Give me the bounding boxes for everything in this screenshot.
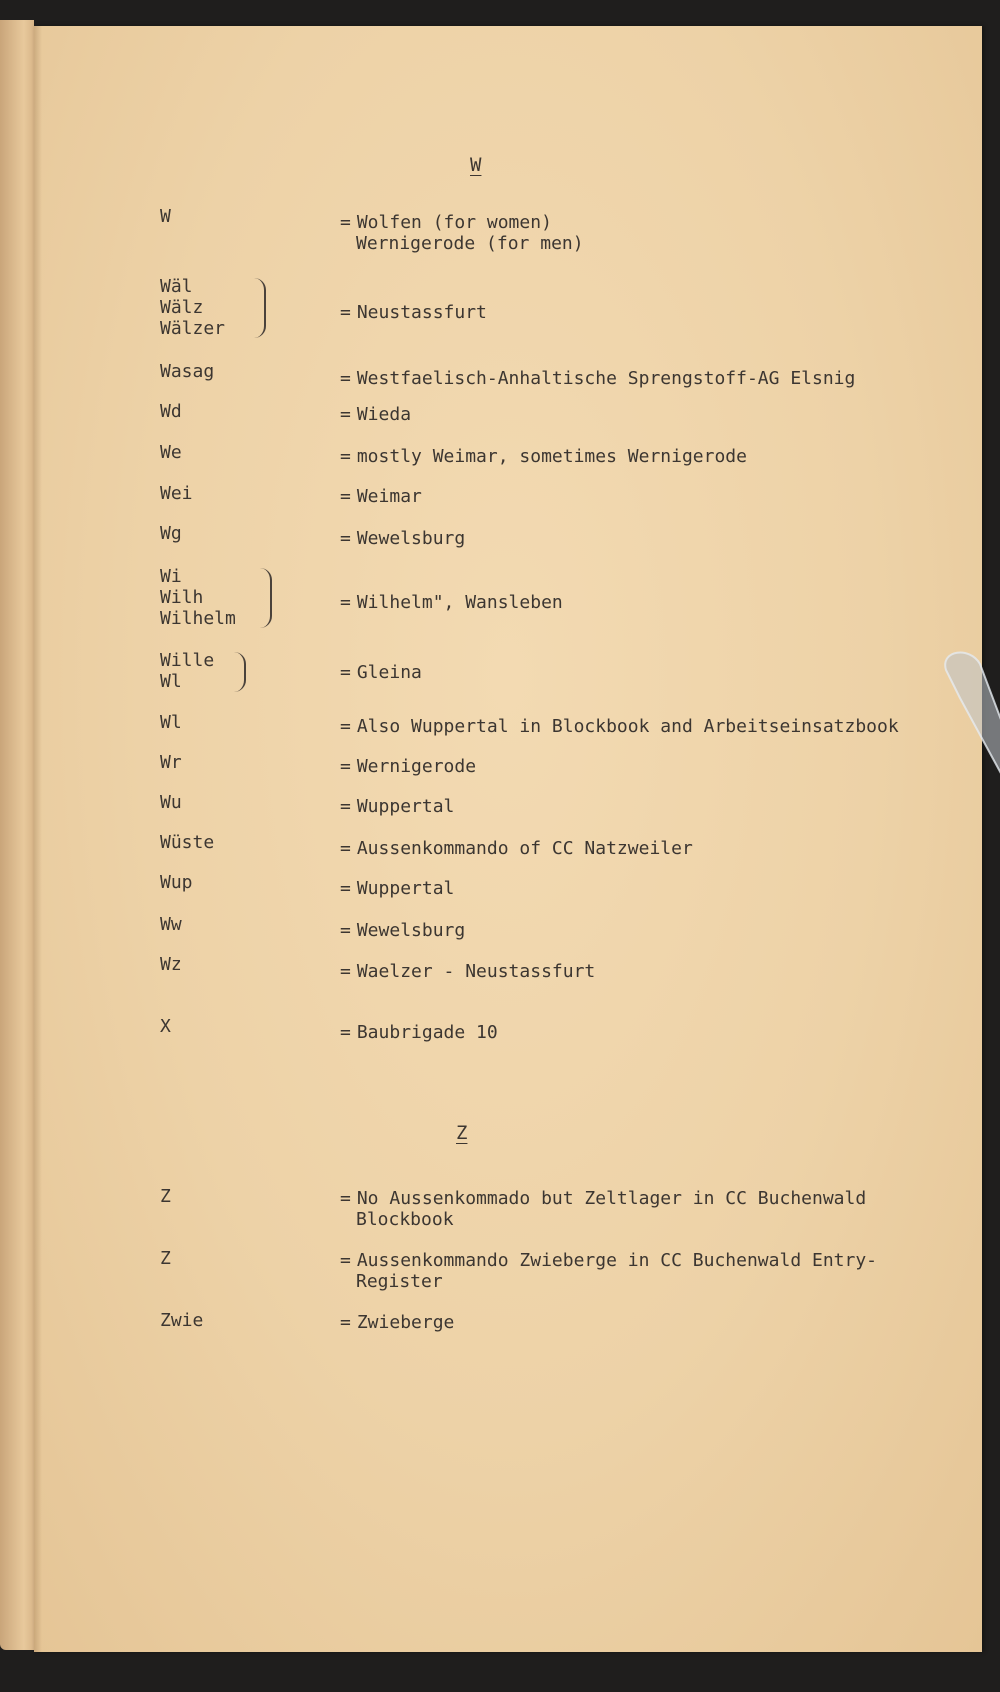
abbr-wg: Wg xyxy=(160,523,182,544)
def-wg: = Wewelsburg xyxy=(340,528,466,549)
def-wasag: = Westfaelisch-Anhaltische Sprengstoff-AG Elsnig xyxy=(340,368,856,389)
abbr-wl: Wl xyxy=(160,712,182,733)
def-wz: = Waelzer - Neustassfurt xyxy=(340,961,596,982)
def-wup: = Wuppertal xyxy=(340,878,455,899)
abbr-wille-group: Wille Wl xyxy=(160,650,215,692)
def-w: = Wolfen (for women) Wernigerode (for men) xyxy=(340,212,584,254)
abbr-x: X xyxy=(160,1016,171,1037)
def-wu: = Wuppertal xyxy=(340,796,455,817)
def-wd: = Wieda xyxy=(340,404,412,425)
abbr-wr: Wr xyxy=(160,752,182,773)
abbr-wu: Wu xyxy=(160,792,182,813)
abbr-we: We xyxy=(160,442,182,463)
page-spine-shadow xyxy=(34,26,42,1652)
def-we: = mostly Weimar, sometimes Wernigerode xyxy=(340,446,747,467)
section-heading-w: W xyxy=(470,154,482,176)
def-wal: = Neustassfurt xyxy=(340,302,487,323)
def-wl: = Also Wuppertal in Blockbook and Arbeitseinsatzbook xyxy=(340,716,899,737)
abbr-wz: Wz xyxy=(160,954,182,975)
def-wei: = Weimar xyxy=(340,486,422,507)
def-wr: = Wernigerode xyxy=(340,756,477,777)
abbr-z-1: Z xyxy=(160,1186,171,1207)
abbr-wi-group: Wi Wilh Wilhelm xyxy=(160,566,236,629)
def-wi: = Wilhelm", Wansleben xyxy=(340,592,563,613)
abbr-z-2: Z xyxy=(160,1248,171,1269)
def-ww: = Wewelsburg xyxy=(340,920,466,941)
brace-wille xyxy=(234,652,246,692)
brace-wi xyxy=(260,568,272,628)
abbr-wup: Wup xyxy=(160,872,193,893)
def-x: = Baubrigade 10 xyxy=(340,1022,498,1043)
abbr-wal-group: Wäl Wälz Wälzer xyxy=(160,276,226,339)
abbr-wd: Wd xyxy=(160,401,182,422)
section-heading-z: Z xyxy=(456,1122,468,1144)
abbr-wasag: Wasag xyxy=(160,361,215,382)
def-z-2: = Aussenkommando Zwieberge in CC Buchenwald Entry- Register xyxy=(340,1250,878,1292)
brace-wal xyxy=(254,278,266,338)
def-zwie: = Zwieberge xyxy=(340,1312,455,1333)
def-wuste: = Aussenkommando of CC Natzweiler xyxy=(340,838,693,859)
page-holder-clip-icon xyxy=(940,650,1000,810)
abbr-zwie: Zwie xyxy=(160,1310,204,1331)
facing-page-edge xyxy=(0,20,34,1650)
document-page xyxy=(34,26,982,1652)
abbr-w: W xyxy=(160,206,171,227)
abbr-wei: Wei xyxy=(160,483,193,504)
def-wille: = Gleina xyxy=(340,662,422,683)
def-z-1: = No Aussenkommado but Zeltlager in CC Buchenwald Blockbook xyxy=(340,1188,867,1230)
abbr-ww: Ww xyxy=(160,914,182,935)
abbr-wuste: Wüste xyxy=(160,832,215,853)
